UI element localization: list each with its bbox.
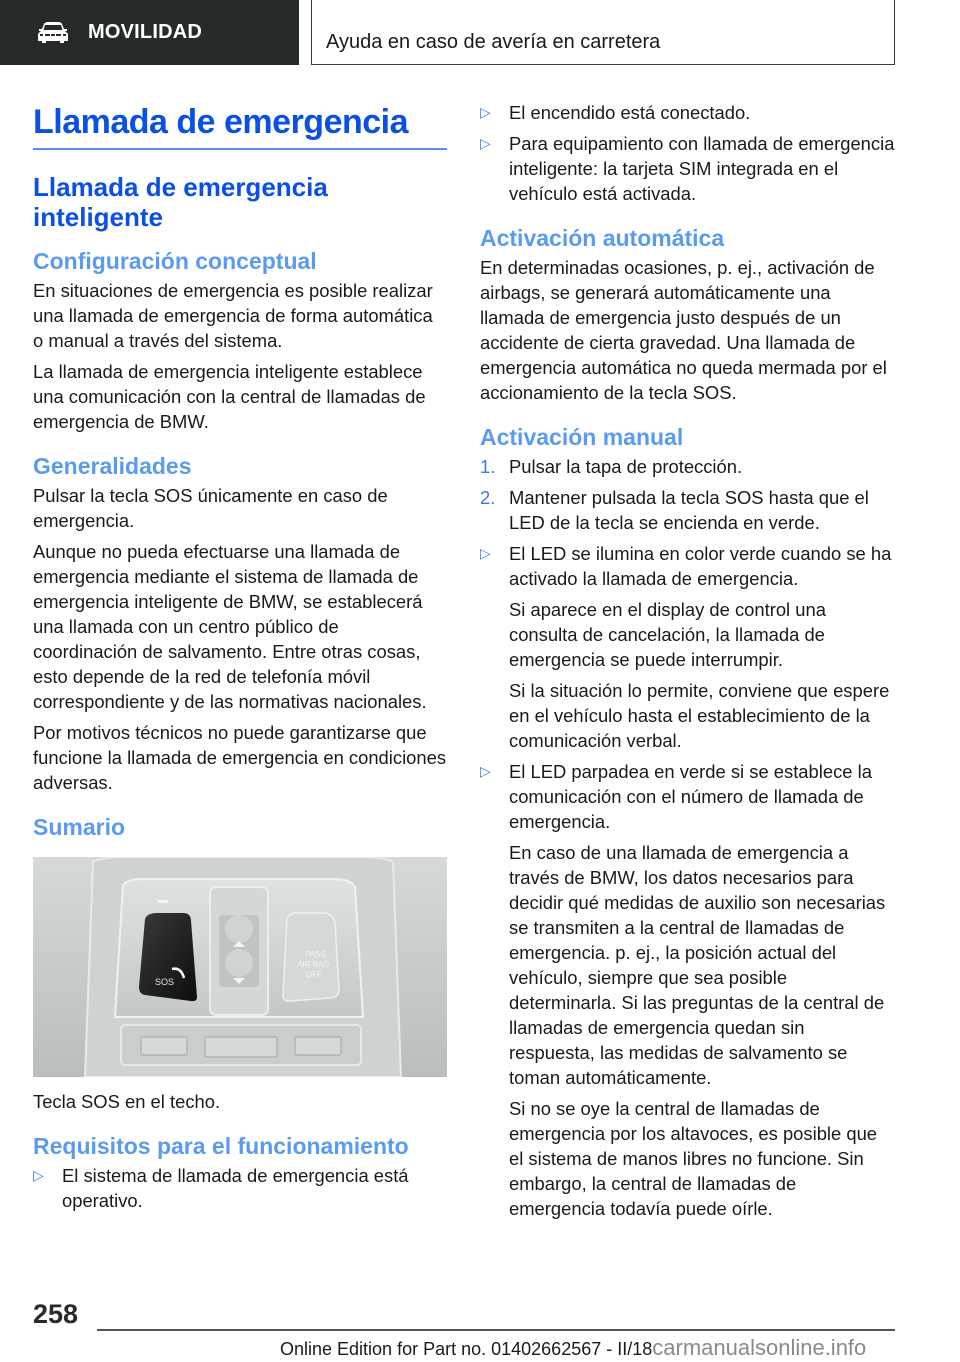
page-number: 258 [33,1299,79,1329]
heading-requirements: Requisitos para el funcionamiento [33,1133,409,1159]
bullet-triangle-icon: ▷ [480,763,491,779]
result-item [480,541,895,753]
section-title: MOVILIDAD [88,21,203,43]
paragraph: Si la situación lo permite, conviene que espere en el vehículo hasta el establecimiento de la comunicación verbal. [509,680,890,751]
svg-text:PASS: PASS [305,950,326,959]
right-column [480,100,895,1227]
chapter-header [311,0,895,65]
list-item: ▷ El sistema de llamada de emergencia está operativo. [33,1165,409,1211]
svg-text:SOS: SOS [155,977,175,987]
paragraph: El LED se ilumina en color verde cuando se ha activado la llamada de emergencia. [509,543,892,589]
paragraph: Por motivos técnicos no puede garantizarse que funcione la llamada de emergencia en condiciones adversas. [33,722,447,793]
step-number: 2. [480,487,496,508]
step-item: 1. Pulsar la tapa de protección. [480,456,743,477]
bullet-triangle-icon: ▷ [480,135,491,151]
svg-text:OFF: OFF [306,970,322,979]
list-item: ▷ El encendido está conectado. [480,102,751,123]
heading-manual-activation: Activación manual [480,424,684,450]
svg-text:AIR BAG: AIR BAG [297,960,330,969]
paragraph: Si aparece en el display de control una consulta de cancelación, la llamada de emergencia se puede interrumpir. [509,599,826,670]
step-number: 1. [480,456,496,477]
list-item: ▷ Para equipamiento con llamada de emergencia inteligente: la tarjeta SIM integrada en el vehículo está activada. [480,133,895,204]
paragraph: En determinadas ocasiones, p. ej., activación de airbags, se generará automáticamente una llamada de emergencia justo después de un accidente de cierta gravedad. Una llamada de emergencia automática no queda mermada por el accionamiento de la tecla SOS. [480,257,887,403]
bullet-triangle-icon: ▷ [33,1167,44,1183]
footer-divider [97,1329,895,1331]
car-icon [36,22,70,44]
paragraph: En caso de una llamada de emergencia a través de BMW, los datos necesarios para decidir qué medidas de auxilio son necesarias se transmiten a la central de llamadas de emergencia. p. ej., la posición actual del vehículo, siempre que sea posible determinarla. Si las preguntas de la central de llamadas de emergencia quedan sin respuesta, las medidas de salvamento se toman automáticamente. [509,842,886,1088]
chapter-title: Ayuda en caso de avería en carretera [326,31,661,53]
left-column [33,100,447,1219]
watermark-link[interactable]: carmanualsonline.info [652,1335,867,1360]
paragraph: Aunque no pueda efectuarse una llamada de emergencia mediante el sistema de llamada de emergencia inteligente de BMW, se establecerá una llamada con un centro público de coordinación de salvamento. Entre otras cosas, esto depende de la red de telefonía móvil correspondiente y de las normativas nacionales. [33,541,427,712]
page-title: Llamada de emergencia [33,100,447,150]
roof-console-illustration [33,857,447,1077]
bullet-triangle-icon: ▷ [480,104,491,120]
bullet-triangle-icon: ▷ [480,545,491,561]
paragraph: El LED parpadea en verde si se establece la comunicación con el número de llamada de emergencia. [509,761,872,832]
paragraph: Pulsar la tecla SOS únicamente en caso de emergencia. [33,485,388,531]
edition-text: Online Edition for Part no. 01402662567 - II/18 [280,1339,653,1359]
sos-button-image [33,857,447,1077]
step-item: 2. Mantener pulsada la tecla SOS hasta que el LED de la tecla se encienda en verde. [480,487,869,533]
paragraph: La llamada de emergencia inteligente establece una comunicación con la central de llamadas de emergencia de BMW. [33,361,426,432]
heading-auto-activation: Activación automática [480,225,725,251]
paragraph: En situaciones de emergencia es posible realizar una llamada de emergencia de forma automática o manual a través del sistema. [33,280,433,351]
paragraph: Si no se oye la central de llamadas de emergencia por los altavoces, es posible que el sistema de manos libres no funcione. Sin embargo, la central de llamadas de emergencia todavía puede oírle. [509,1098,878,1219]
heading-general: Generalidades [33,453,192,479]
result-item [480,759,895,1221]
heading-conceptual: Configuración conceptual [33,248,317,274]
section-title-intelligent-call: Llamada de emergencia inteligente [33,172,328,232]
section-header [0,0,299,65]
footer [280,1335,866,1361]
heading-summary: Sumario [33,814,126,840]
image-caption: Tecla SOS en el techo. [33,1091,221,1112]
